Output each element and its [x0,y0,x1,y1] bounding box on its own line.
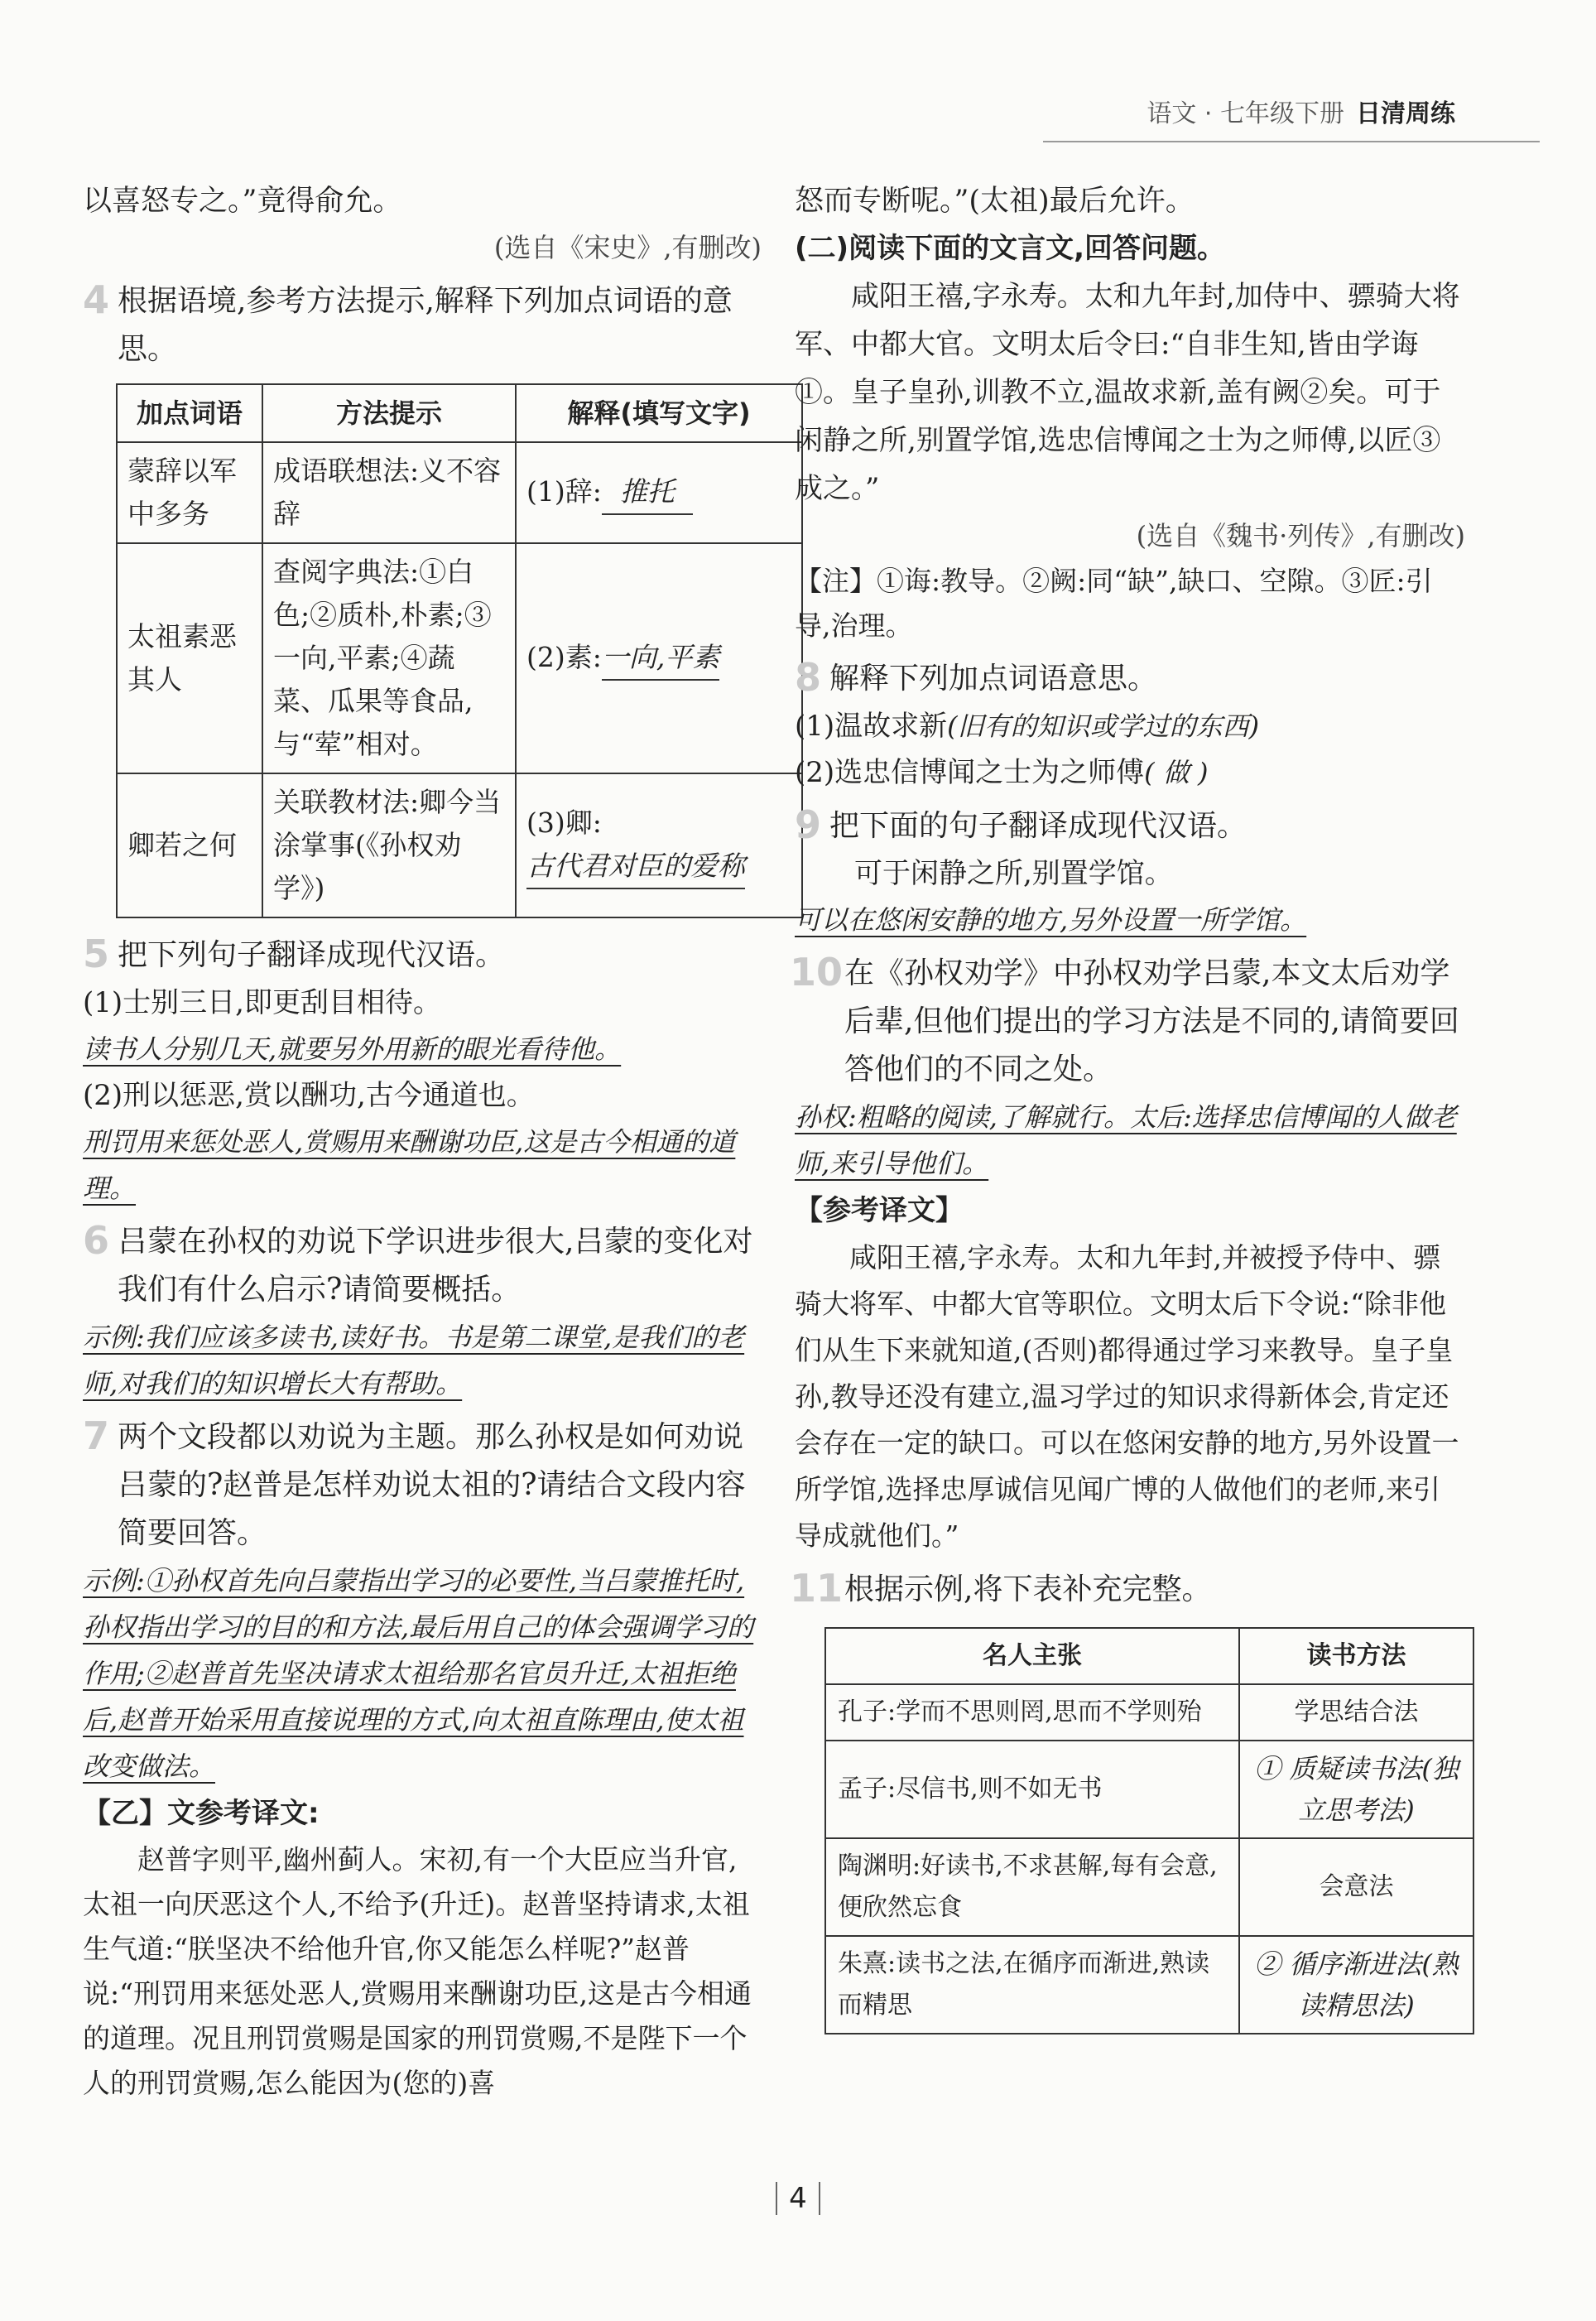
item-text: (1)温故求新 [795,710,948,743]
question-number: 10 [790,950,844,994]
answer-text[interactable]: (旧有的知识或学过的东西) [947,710,1260,742]
source-note: (选自《宋史》,有删改) [493,232,762,263]
claim-cell: 陶渊明:好读书,不求甚解,每有会意,便欣然忘食 [825,1838,1239,1936]
right-column [790,178,1465,2034]
table-header: 加点词语 [117,384,262,442]
question-text: 解释下列加点词语意思。 [829,662,1158,696]
question-6 [83,1218,762,1314]
question-8 [795,655,1465,703]
header-rule [1043,141,1540,142]
question-text: 两个文段都以劝说为主题。那么孙权是如何劝说吕蒙的?赵普是怎样劝说太祖的?请结合文段内容简要回答。 [118,1420,746,1550]
word-cell: 蒙辞以军中多务 [117,442,262,543]
answer-cell [516,543,802,773]
translation-title: 【乙】文参考译文: [83,1797,320,1830]
method-cell[interactable]: ② 循序渐进法(熟读精思法) [1239,1936,1473,2034]
question-9 [795,802,1465,850]
table-row [117,442,802,543]
vocab-table [116,383,803,918]
answer-line[interactable]: 刑罚用来惩处恶人,赏赐用来酬谢功臣,这是古今相通的道理。 [83,1126,736,1204]
question-10 [790,950,1465,1094]
answer-blank[interactable]: 一向,平素 [602,636,720,681]
question-number: 4 [83,277,110,322]
question-number: 6 [83,1218,110,1263]
intro-line: 以喜怒专之。”竟得俞允。 [83,185,402,218]
ref-title: 【参考译文】 [795,1194,964,1227]
left-column [83,178,762,2106]
question-11 [790,1566,1465,1614]
answer-line[interactable]: 读书人分别几天,就要另外用新的眼光看待他。 [83,1033,622,1065]
word-cell: 太祖素恶其人 [117,543,262,773]
question-number: 9 [795,802,822,847]
passage: 咸阳王禧,字永寿。太和九年封,加侍中、骠骑大将军、中都大官。文明太后令曰:“自非生知,皆由学诲①。皇子皇孙,训教不立,温故求新,盖有阙②矣。可于闲静之所,别置学馆,选忠信博闻之士为之师傅,以匠③成之。” [795,280,1460,505]
page-header [1147,93,1455,129]
method-cell: 会意法 [1239,1838,1473,1936]
answer-prefix: (1)辞: [526,475,602,508]
method-cell: 学思结合法 [1239,1684,1473,1741]
claim-cell: 朱熹:读书之法,在循序而渐进,熟读而精思 [825,1936,1239,2034]
source-note: (选自《魏书·列传》,有删改) [1136,520,1465,551]
question-text: 在《孙权劝学》中孙权劝学吕蒙,本文太后劝学后辈,但他们提出的学习方法是不同的,请简要回答他们的不同之处。 [844,956,1459,1086]
header-subject: 语文 · 七年级下册 [1147,99,1344,128]
header-brand: 日清周练 [1356,99,1455,128]
answer-text[interactable]: ( 做 ) [1144,757,1209,788]
answer-blank[interactable]: 推托 [602,470,693,515]
answer-blank[interactable]: 古代君对臣的爱称 [526,845,745,889]
sentence-2: (2)刑以惩恶,赏以酬功,古今通道也。 [83,1079,535,1112]
ref-text: 咸阳王禧,字永寿。太和九年封,并被授予侍中、骠骑大将军、中都大官等职位。文明太后下令说:“除非他们从生下来就知道,(否则)都得通过学习来教导。皇子皇孙,教导还没有建立,温习学过的知识求得新体会,肯定还会存在一定的缺口。可以在悠闲安静的地方,另外设置一所学馆,选择忠厚诚信见闻广博的人做他们的老师,来引导成就他们。” [795,1241,1459,1552]
intro-line: 怒而专断呢。”(太祖)最后允许。 [795,185,1195,218]
table-header: 名人主张 [825,1628,1239,1684]
table-row [117,543,802,773]
answer-prefix: (2)素: [526,641,602,673]
question-text: 根据示例,将下表补充完整。 [844,1572,1212,1606]
footnote: 【注】①诲:教导。②阙:同“缺”,缺口、空隙。③匠:引导,治理。 [795,565,1433,642]
table-header: 读书方法 [1239,1628,1473,1684]
question-number: 11 [790,1566,844,1611]
answer-cell [516,442,802,543]
translation-text: 赵普字则平,幽州蓟人。宋初,有一个大臣应当升官,太祖一向厌恶这个人,不给予(升迁)。赵普坚持请求,太祖生气道:“朕坚决不给他升官,你又能怎么样呢?”赵普说:“刑罚用来惩处恶人,赏赐用来酬谢功臣,这是古今相通的道理。况且刑罚赏赐是国家的刑罚赏赐,不是陛下一个人的刑罚赏赐,怎么能因为(您的)喜 [83,1843,752,2099]
section-title: (二)阅读下面的文言文,回答问题。 [795,232,1225,265]
answer-cell [516,773,802,917]
word-cell: 卿若之何 [117,773,262,917]
question-number: 5 [83,932,110,976]
method-cell[interactable]: ① 质疑读书法(独立思考法) [1239,1741,1473,1838]
table-header: 方法提示 [262,384,516,442]
question-text: 吕蒙在孙权的劝说下学识进步很大,吕蒙的变化对我们有什么启示?请简要概括。 [118,1225,753,1307]
table-row [825,1838,1473,1936]
question-5 [83,932,762,980]
table-row [825,1741,1473,1838]
question-text: 把下面的句子翻译成现代汉语。 [829,809,1247,843]
answer-line[interactable]: 示例:我们应该多读书,读好书。书是第二课堂,是我们的老师,对我们的知识增长大有帮助。 [83,1322,745,1399]
hint-cell: 关联教材法:卿今当涂掌事(《孙权劝学》) [262,773,516,917]
question-text: 根据语境,参考方法提示,解释下列加点词语的意思。 [118,284,733,366]
sentence: 可于闲静之所,别置学馆。 [854,857,1173,890]
table-row [117,773,802,917]
claim-cell: 孟子:尽信书,则不如无书 [825,1741,1239,1838]
hint-cell: 成语联想法:义不容辞 [262,442,516,543]
question-4 [83,277,762,373]
page-number-text: 4 [776,2182,820,2215]
question-number: 7 [83,1413,110,1458]
sentence-1: (1)士别三日,即更刮目相待。 [83,986,441,1019]
answer-line[interactable]: 示例:①孙权首先向吕蒙指出学习的必要性,当吕蒙推托时,孙权指出学习的目的和方法,最后用自己的体会强调学习的作用;②赵普首先坚决请求太祖给那名官员升迁,太祖拒绝后,赵普开始采用直接说理的方式,向太祖直陈理由,使太祖改变做法。 [83,1565,754,1782]
page-number [0,2182,1596,2215]
question-7 [83,1413,762,1558]
table-row [825,1684,1473,1741]
item-1 [795,703,1465,749]
question-number: 8 [795,655,822,700]
hint-cell: 查阅字典法:①白色;②质朴,朴素;③一向,平素;④蔬菜、瓜果等食品,与“荤”相对。 [262,543,516,773]
item-text: (2)选忠信博闻之士为之师傅 [795,756,1145,789]
answer-line[interactable]: 孙权:粗略的阅读,了解就行。太后:选择忠信博闻的人做老师,来引导他们。 [795,1101,1457,1179]
answer-prefix: (3)卿: [526,807,602,839]
method-table [824,1627,1474,2034]
item-2 [795,749,1465,796]
claim-cell: 孔子:学而不思则罔,思而不学则殆 [825,1684,1239,1741]
table-header: 解释(填写文字) [516,384,802,442]
answer-line[interactable]: 可以在悠闲安静的地方,另外设置一所学馆。 [795,904,1307,936]
question-text: 把下列句子翻译成现代汉语。 [118,938,506,972]
table-row [825,1936,1473,2034]
